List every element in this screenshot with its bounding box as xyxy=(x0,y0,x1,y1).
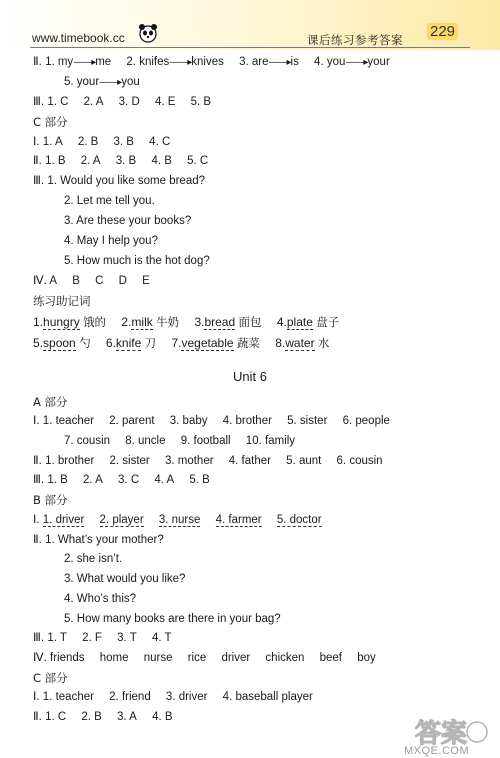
answer-line: Ⅰ. 1. driver 2. player 3. nurse 4. farmer 5. doctor xyxy=(33,514,322,526)
answer-line: 3. Are these your books? xyxy=(64,215,192,227)
answer-line: Ⅱ. 1. B 2. A 3. B 4. B 5. C xyxy=(33,155,209,167)
vocab-word: knife xyxy=(115,336,142,350)
answer-line: 5. How many books are there in your bag? xyxy=(64,613,281,625)
section-heading: C 部分 xyxy=(33,115,68,129)
answer-line: 2. Let me tell you. xyxy=(64,195,155,207)
answer-line: 4. May I help you? xyxy=(64,235,158,247)
answer-line: Ⅲ. 1. T 2. F 3. T 4. T xyxy=(33,632,172,644)
vocab-word: spoon xyxy=(43,336,76,350)
vocab-word: vegetable xyxy=(181,336,234,350)
answer-line: 2. she isn’t. xyxy=(64,553,123,565)
answer-line: Ⅲ. 1. Would you like some bread? xyxy=(33,175,206,187)
arrow-icon: ——▸ xyxy=(73,57,96,68)
answer-line: Ⅰ. 1. A 2. B 3. B 4. C xyxy=(33,136,171,148)
answer-line: Ⅱ. 1. my——▸me 2. knifes——▸knives 3. are——▸is 4. you——▸your xyxy=(33,56,390,68)
vocab-word: plate xyxy=(286,315,313,329)
arrow-icon: ——▸ xyxy=(99,77,122,88)
header-divider xyxy=(30,47,470,48)
answer-line: Ⅱ. 1. What’s your mother? xyxy=(33,534,164,546)
answer-line: Ⅲ. 1. B 2. A 3. C 4. A 5. B xyxy=(33,474,210,486)
page-title: 课后练习参考答案 xyxy=(307,33,403,47)
vocab-word: milk xyxy=(131,315,153,329)
answer-line: Ⅳ. A B C D E xyxy=(33,275,150,287)
vocab-heading: 练习助记词 xyxy=(33,294,91,308)
answer-line: Ⅰ. 1. teacher 2. friend 3. driver 4. baseball player xyxy=(33,691,313,703)
panda-mascot-icon xyxy=(137,22,159,44)
vocab-word: hungry xyxy=(43,315,80,329)
section-heading: A 部分 xyxy=(33,395,68,409)
answer-line: 5. How much is the hot dog? xyxy=(64,255,210,267)
watermark-text: MXQE.COM xyxy=(404,745,470,757)
vocab-line: 5.spoon 勺 6.knife 刀 7.vegetable 蔬菜 8.water 水 xyxy=(33,336,330,350)
arrow-icon: ——▸ xyxy=(169,57,192,68)
vocab-word: water xyxy=(285,336,315,350)
answer-line: Ⅱ. 1. brother 2. sister 3. mother 4. father 5. aunt 6. cousin xyxy=(33,455,383,467)
answer-line: Ⅲ. 1. C 2. A 3. D 4. E 5. B xyxy=(33,96,212,108)
site-url: www.timebook.cc xyxy=(32,31,125,45)
answer-line: 4. Who’s this? xyxy=(64,593,137,605)
answer-line: 7. cousin 8. uncle 9. football 10. family xyxy=(64,435,296,447)
arrow-icon: ——▸ xyxy=(345,57,368,68)
vocab-line: 1.hungry 饿的 2.milk 牛奶 3.bread 面包 4.plate 盘子 xyxy=(33,315,340,329)
answer-line: Ⅳ. friends home nurse rice driver chicken beef boy xyxy=(33,652,376,664)
answer-line: Ⅰ. 1. teacher 2. parent 3. baby 4. brother 5. sister 6. people xyxy=(33,415,390,427)
section-heading: B 部分 xyxy=(33,493,68,507)
page-number: 229 xyxy=(427,23,458,40)
arrow-icon: ——▸ xyxy=(268,57,291,68)
answer-line: 3. What would you like? xyxy=(64,573,186,585)
vocab-word: bread xyxy=(204,315,236,329)
section-heading: C 部分 xyxy=(33,671,68,685)
svg-text:答案: 答案 xyxy=(415,719,468,749)
unit-title: Unit 6 xyxy=(233,369,267,384)
answer-line: 5. your——▸you xyxy=(64,76,140,88)
answer-line: Ⅱ. 1. C 2. B 3. A 4. B xyxy=(33,711,173,723)
